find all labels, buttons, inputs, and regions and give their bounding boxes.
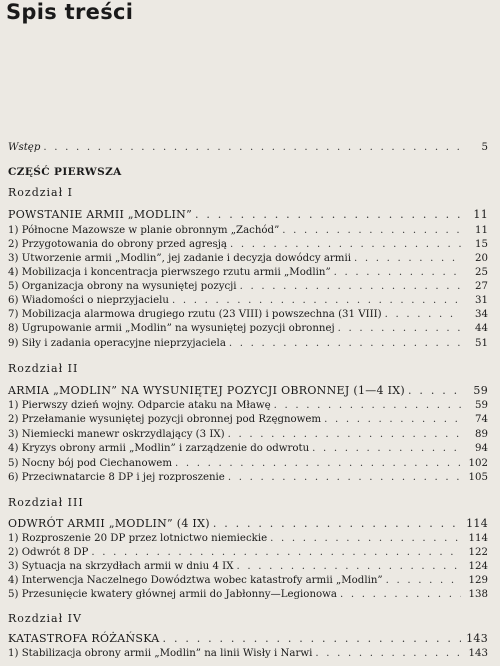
entry-text: 5) Organizacja obrony na wysuniętej pozycji (8, 281, 237, 292)
entry-page: 89 (475, 429, 488, 440)
entry-page: 15 (475, 239, 488, 250)
entry-text: 1) Stabilizacja obrony armii „Modlin” na linii Wisły i Narwi (8, 648, 313, 659)
chapter-label: Rozdział II (8, 362, 79, 375)
toc-entry[interactable] (8, 281, 488, 294)
entry-page: 105 (468, 472, 488, 483)
leader-dots (230, 239, 461, 250)
entry-text: ODWRÓT ARMII „MODLIN” (4 IX) (8, 517, 210, 530)
entry-text: 5) Nocny bój pod Ciechanowem (8, 458, 172, 469)
toc-entry-intro[interactable] (8, 142, 488, 155)
entry-page: 51 (475, 338, 488, 349)
entry-page: 102 (468, 458, 488, 469)
entry-text: 3) Utworzenie armii „Modlin”, jej zadanie i decyzja dowódcy armii (8, 253, 351, 264)
leader-dots (408, 384, 461, 397)
toc-entry[interactable] (8, 458, 488, 471)
entry-page: 122 (468, 547, 488, 558)
leader-dots (340, 589, 461, 600)
leader-dots (43, 142, 461, 153)
entry-text: POWSTANIE ARMII „MODLIN” (8, 208, 193, 221)
page-title: Spis treści (6, 0, 134, 24)
leader-dots (240, 281, 461, 292)
entry-page: 94 (475, 443, 488, 454)
leader-dots (354, 253, 461, 264)
leader-dots (163, 632, 461, 645)
entry-page: 74 (475, 414, 488, 425)
leader-dots (236, 561, 461, 572)
entry-text: 4) Mobilizacja i koncentracja pierwszego rzutu armii „Modlin” (8, 267, 331, 278)
toc-entry[interactable] (8, 547, 488, 560)
chapter-title-entry[interactable] (8, 208, 488, 221)
entry-page: 20 (475, 253, 488, 264)
toc-entry[interactable] (8, 429, 488, 442)
entry-text: 1) Rozproszenie 20 DP przez lotnictwo niemieckie (8, 533, 268, 544)
toc-entry[interactable] (8, 225, 488, 238)
leader-dots (312, 443, 461, 454)
leader-dots (274, 400, 461, 411)
entry-page: 143 (468, 648, 488, 659)
entry-text: 2) Przełamanie wysuniętej pozycji obronnej pod Rzęgnowem (8, 414, 322, 425)
entry-page: 34 (475, 309, 488, 320)
leader-dots (228, 472, 461, 483)
leader-dots (282, 225, 461, 236)
entry-text: 2) Przygotowania do obrony przed agresją (8, 239, 227, 250)
toc-entry[interactable] (8, 443, 488, 456)
entry-page: 31 (475, 295, 488, 306)
chapter-title-entry[interactable] (8, 517, 488, 530)
entry-page: 59 (473, 384, 488, 397)
leader-dots (324, 414, 461, 425)
entry-text: 8) Ugrupowanie armii „Modlin” na wysuniętej pozycji obronnej (8, 323, 335, 334)
chapter-title-entry[interactable] (8, 384, 488, 397)
toc-entry[interactable] (8, 575, 488, 588)
entry-text: 1) Pierwszy dzień wojny. Odparcie ataku na Mławę (8, 400, 271, 411)
toc-entry[interactable] (8, 472, 488, 485)
leader-dots (228, 429, 461, 440)
entry-page: 44 (475, 323, 488, 334)
toc-entry[interactable] (8, 414, 488, 427)
entry-text: 3) Niemiecki manewr oskrzydlający (3 IX) (8, 429, 225, 440)
toc-entry[interactable] (8, 648, 488, 661)
leader-dots (175, 458, 461, 469)
entry-text: 7) Mobilizacja alarmowa drugiego rzutu (23 VIII) i powszechna (31 VIII) (8, 309, 382, 320)
entry-text: 1) Północne Mazowsze w planie obronnym „Zachód” (8, 225, 280, 236)
entry-page: 5 (481, 142, 488, 153)
entry-text: KATASTROFA RÓŻAŃSKA (8, 632, 160, 645)
toc-entry[interactable] (8, 295, 488, 308)
entry-page: 114 (468, 533, 488, 544)
entry-text: 2) Odwrót 8 DP (8, 547, 89, 558)
leader-dots (172, 295, 461, 306)
entry-text: Wstęp (8, 142, 41, 153)
toc-entry[interactable] (8, 253, 488, 266)
entry-page: 124 (468, 561, 488, 572)
entry-page: 138 (468, 589, 488, 600)
leader-dots (386, 575, 461, 586)
entry-text: 9) Siły i zadania operacyjne nieprzyjaciela (8, 338, 226, 349)
chapter-title-entry[interactable] (8, 632, 488, 645)
toc-entry[interactable] (8, 561, 488, 574)
leader-dots (334, 267, 461, 278)
leader-dots (315, 648, 461, 659)
toc-entry[interactable] (8, 239, 488, 252)
leader-dots (229, 338, 461, 349)
entry-page: 11 (473, 208, 488, 221)
entry-text: 4) Interwencja Naczelnego Dowództwa wobec katastrofy armii „Modlin” (8, 575, 383, 586)
entry-text: 3) Sytuacja na skrzydłach armii w dniu 4 IX (8, 561, 234, 572)
entry-page: 129 (468, 575, 488, 586)
chapter-label: Rozdział IV (8, 612, 82, 625)
leader-dots (213, 517, 461, 530)
entry-text: 4) Kryzys obrony armii „Modlin” i zarządzenie do odwrotu (8, 443, 310, 454)
toc-entry[interactable] (8, 323, 488, 336)
entry-page: 27 (475, 281, 488, 292)
entry-page: 114 (466, 517, 488, 530)
toc-entry[interactable] (8, 589, 488, 602)
leader-dots (385, 309, 461, 320)
entry-text: 5) Przesunięcie kwatery głównej armii do Jabłonny—Legionowa (8, 589, 337, 600)
part-heading: CZĘŚĆ PIERWSZA (8, 166, 122, 178)
entry-page: 25 (475, 267, 488, 278)
leader-dots (195, 208, 461, 221)
toc-entry[interactable] (8, 267, 488, 280)
chapter-label: Rozdział I (8, 186, 74, 199)
entry-page: 59 (475, 400, 488, 411)
toc-entry[interactable] (8, 533, 488, 546)
toc-entry[interactable] (8, 338, 488, 351)
entry-page: 11 (475, 225, 488, 236)
leader-dots (91, 547, 461, 558)
chapter-label: Rozdział III (8, 496, 84, 509)
entry-text: ARMIA „MODLIN” NA WYSUNIĘTEJ POZYCJI OBRONNEJ (1—4 IX) (8, 384, 406, 397)
entry-text: 6) Wiadomości o nieprzyjacielu (8, 295, 169, 306)
leader-dots (270, 533, 461, 544)
entry-page: 143 (466, 632, 488, 645)
leader-dots (338, 323, 461, 334)
toc-entry[interactable] (8, 309, 488, 322)
toc-entry[interactable] (8, 400, 488, 413)
entry-text: 6) Przeciwnatarcie 8 DP i jej rozproszenie (8, 472, 225, 483)
